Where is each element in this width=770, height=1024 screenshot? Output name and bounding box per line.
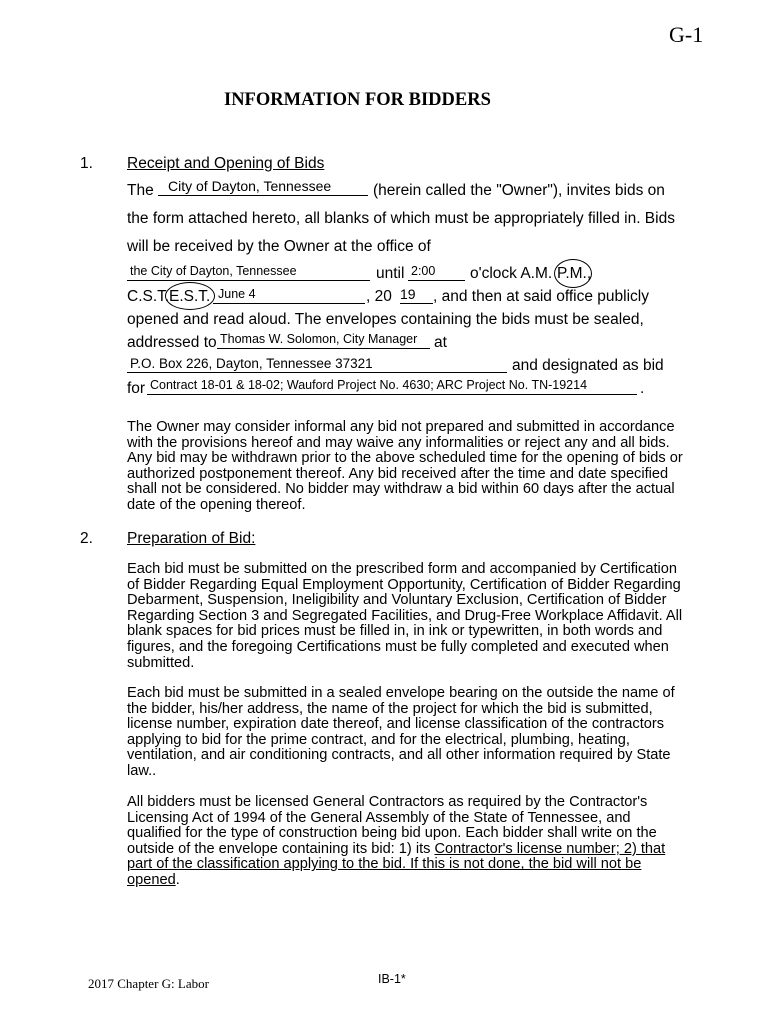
section-1-line-3: will be received by the Owner at the office of: [127, 238, 431, 255]
year-field: 19: [400, 286, 433, 304]
after-year-text: , and then at said office publicly: [433, 288, 649, 305]
section-2-paragraph-3: [127, 795, 687, 889]
paragraph-3-start: All bidders must be licensed General Contractors as required by the Contractor's Licensing Act of 1994 of the General Assembly of the State of Tennessee, and qualified for the type of construction being bid upon. Each bidder shall write on the outside of the envelope containing its bid: 1) its: [127, 794, 657, 857]
pm-circle-mark: [554, 259, 592, 288]
contract-field: Contract 18-01 & 18-02; Wauford Project No. 4630; ARC Project No. TN-19214: [147, 377, 637, 395]
year-prefix: , 20: [366, 288, 392, 305]
period-mark: .: [640, 380, 645, 397]
section-1-number: 1.: [80, 155, 93, 172]
section-2-heading: Preparation of Bid:: [127, 530, 256, 547]
section-2-paragraph-1: Each bid must be submitted on the prescribed form and accompanied by Certification of Bidder Regarding Equal Employment Opportunity, Certification of Bidder Regarding Debarment, Suspension, Ineligibility and Voluntary Exclusion, Certification of Bidder Regarding Section 3 and Segregated Facilities, and Drug-Free Workplace Affidavit. All blank spaces for bid prices must be filled in, in ink or typewritten, in both words and figures, and the foregoing Certifications must be fully completed and executed when submitted.: [127, 561, 683, 671]
est-circle-mark: [165, 282, 215, 310]
oclock-text: o'clock A.M.: [470, 265, 553, 282]
address-field: P.O. Box 226, Dayton, Tennessee 37321: [127, 355, 507, 373]
cst-text: C.S.T.: [127, 288, 170, 305]
until-label: until: [376, 265, 405, 282]
footer-left: 2017 Chapter G: Labor: [88, 976, 209, 991]
owner-name-field: City of Dayton, Tennessee: [158, 178, 368, 196]
page-label: G-1: [669, 22, 704, 47]
paragraph-3-end: .: [175, 871, 180, 888]
section-1-line-2: the form attached hereto, all blanks of which must be appropriately filled in. Bids: [127, 210, 675, 227]
pm-text: P.M.,: [557, 265, 592, 282]
footer-center: IB-1*: [378, 972, 406, 986]
office-field: the City of Dayton, Tennessee: [127, 263, 370, 281]
section-1-line-6: opened and read aloud. The envelopes containing the bids must be sealed,: [127, 311, 644, 328]
addressee-field: Thomas W. Solomon, City Manager: [217, 331, 430, 349]
section-1-heading: Receipt and Opening of Bids: [127, 155, 325, 172]
addressed-to-label: addressed to: [127, 334, 217, 351]
section-1-paragraph: The Owner may consider informal any bid not prepared and submitted in accordance with the provisions hereof and may waive any informalities or reject any and all bids. Any bid may be withdrawn prior to the above scheduled time for the opening of bids or authorized postponement thereof. Any bid received after the time and date specified shall not be considered. No bidder may withdraw a bid within 60 days after the actual date of the opening thereof.: [127, 419, 683, 513]
for-label: for: [127, 380, 146, 397]
section-2-number: 2.: [80, 530, 93, 547]
date-field: June 4: [213, 286, 365, 304]
designated-text: and designated as bid: [512, 357, 664, 374]
time-field: 2:00: [408, 263, 465, 281]
at-label: at: [434, 334, 447, 351]
page-title: INFORMATION FOR BIDDERS: [224, 90, 491, 110]
paragraph-3-underlined: Contractor's license number; 2) that part of the classification applying to the bid. If this is not done, the bid will not be opened: [127, 840, 666, 888]
est-text: E.S.T.: [169, 288, 211, 305]
section-2-paragraph-2: Each bid must be submitted in a sealed envelope bearing on the outside the name of the bidder, his/her address, the name of the project for which the bid is submitted, license number, expiration date thereof, and license classification of the contractors applying to bid for the prime contract, and for the electrical, plumbing, heating, ventilation, and air conditioning contracts, and all other information required by State law..: [127, 685, 675, 779]
the-label: The: [127, 182, 154, 199]
herein-text: (herein called the "Owner"), invites bids on: [373, 182, 665, 199]
